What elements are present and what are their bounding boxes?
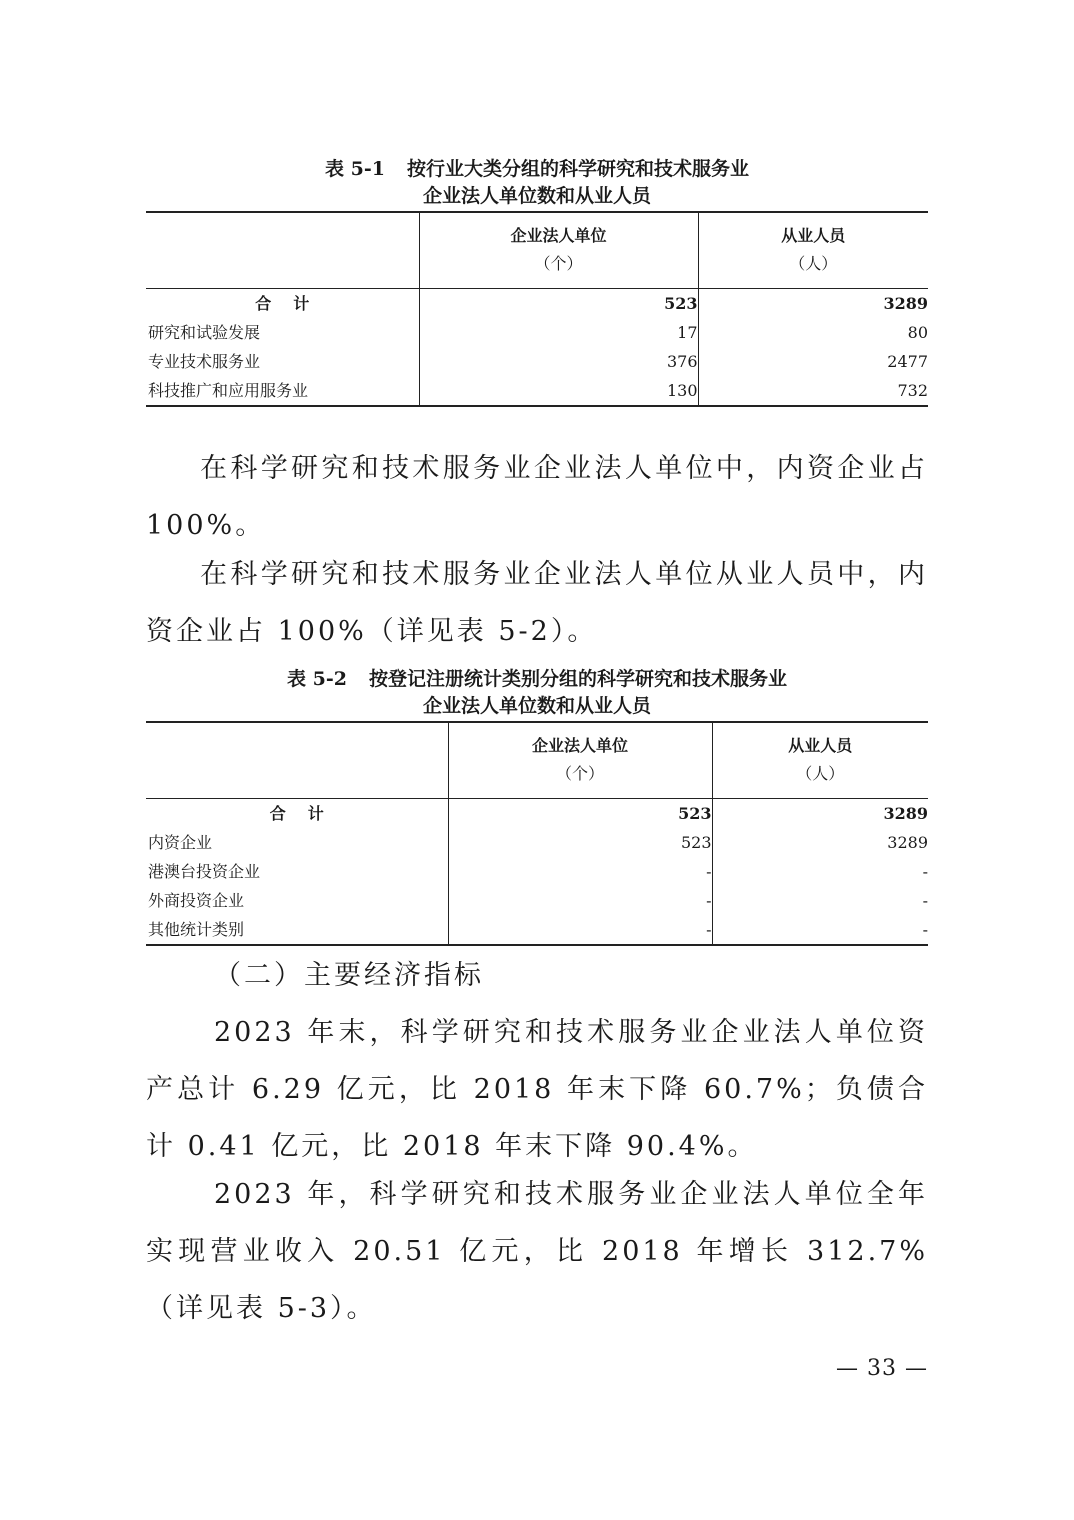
units-cell: 523 [448, 828, 712, 857]
row-label: 专业技术服务业 [148, 351, 261, 371]
table-row [146, 347, 928, 376]
employees-cell: 3289 [712, 798, 928, 828]
page-number: — 33 — [836, 1356, 928, 1381]
row-label: 其他统计类别 [146, 915, 448, 945]
employees-cell: 3289 [698, 288, 928, 318]
row-label: 合计 [255, 293, 332, 313]
table-row-total [146, 798, 928, 828]
column-unit: （个） [555, 764, 604, 784]
table-5-2-title-line1: 按登记注册统计类别分组的科学研究和技术服务业 [368, 668, 787, 690]
table-row-total [146, 288, 928, 318]
units-cell: - [448, 915, 712, 945]
employees-cell: 732 [698, 376, 928, 406]
employees-cell: - [712, 915, 928, 945]
column-header-employees [698, 212, 928, 288]
table-header-blank [146, 722, 448, 798]
row-label: 合计 [269, 803, 346, 823]
table-5-1-title-line2: 企业法人单位数和从业人员 [422, 185, 651, 207]
column-unit: （人） [789, 254, 838, 274]
table-5-1-number: 表 5-1 [325, 158, 385, 180]
table-row [146, 318, 928, 347]
paragraph-domestic-units: 在科学研究和技术服务业企业法人单位中，内资企业占100%。 [146, 453, 928, 541]
column-header-units [448, 722, 712, 798]
units-cell: 523 [419, 288, 698, 318]
employees-cell: 3289 [712, 828, 928, 857]
section-heading: （二）主要经济指标 [214, 960, 484, 991]
row-label: 科技推广和应用服务业 [146, 376, 419, 406]
employees-cell: 80 [698, 318, 928, 347]
table-5-1-title-line1: 按行业大类分组的科学研究和技术服务业 [406, 158, 749, 180]
paragraph-revenue: 2023 年，科学研究和技术服务业企业法人单位全年实现营业收入 20.51 亿元，比 2018 年增长 312.7%（详见表 5-3）。 [146, 1179, 928, 1324]
row-label: 研究和试验发展 [148, 322, 261, 342]
table-5-2 [146, 721, 928, 946]
column-title: 从业人员 [781, 226, 846, 246]
units-cell: 130 [419, 376, 698, 406]
table-5-2-number: 表 5-2 [287, 668, 347, 690]
table-5-1-caption [146, 156, 928, 210]
table-row [146, 857, 928, 886]
units-cell: 523 [448, 798, 712, 828]
units-cell: 376 [419, 347, 698, 376]
table-row [146, 376, 928, 406]
units-cell: 17 [419, 318, 698, 347]
paragraph-assets-liabilities: 2023 年末，科学研究和技术服务业企业法人单位资产总计 6.29 亿元，比 2018 年末下降 60.7%；负债合计 0.41 亿元，比 2018 年末下降 90.4%。 [146, 1017, 928, 1162]
column-unit: （个） [534, 254, 583, 274]
paragraph-domestic-employees: 在科学研究和技术服务业企业法人单位从业人员中，内资企业占 100%（详见表 5-2）。 [146, 559, 928, 647]
units-cell: - [448, 857, 712, 886]
table-row [146, 828, 928, 857]
table-5-1 [146, 211, 928, 407]
column-header-units [419, 212, 698, 288]
table-header-blank [146, 212, 419, 288]
units-cell: - [448, 886, 712, 915]
employees-cell: - [712, 886, 928, 915]
row-label: 外商投资企业 [148, 890, 245, 910]
column-title: 从业人员 [788, 736, 853, 756]
row-label: 港澳台投资企业 [148, 861, 261, 881]
table-5-2-caption [146, 666, 928, 720]
employees-cell: 2477 [698, 347, 928, 376]
column-header-employees [712, 722, 928, 798]
table-5-2-title-line2: 企业法人单位数和从业人员 [422, 695, 651, 717]
row-label: 内资企业 [148, 832, 213, 852]
column-title: 企业法人单位 [531, 736, 628, 756]
employees-cell: - [712, 857, 928, 886]
column-unit: （人） [796, 764, 845, 784]
table-row [146, 915, 928, 945]
table-row [146, 886, 928, 915]
column-title: 企业法人单位 [510, 226, 607, 246]
